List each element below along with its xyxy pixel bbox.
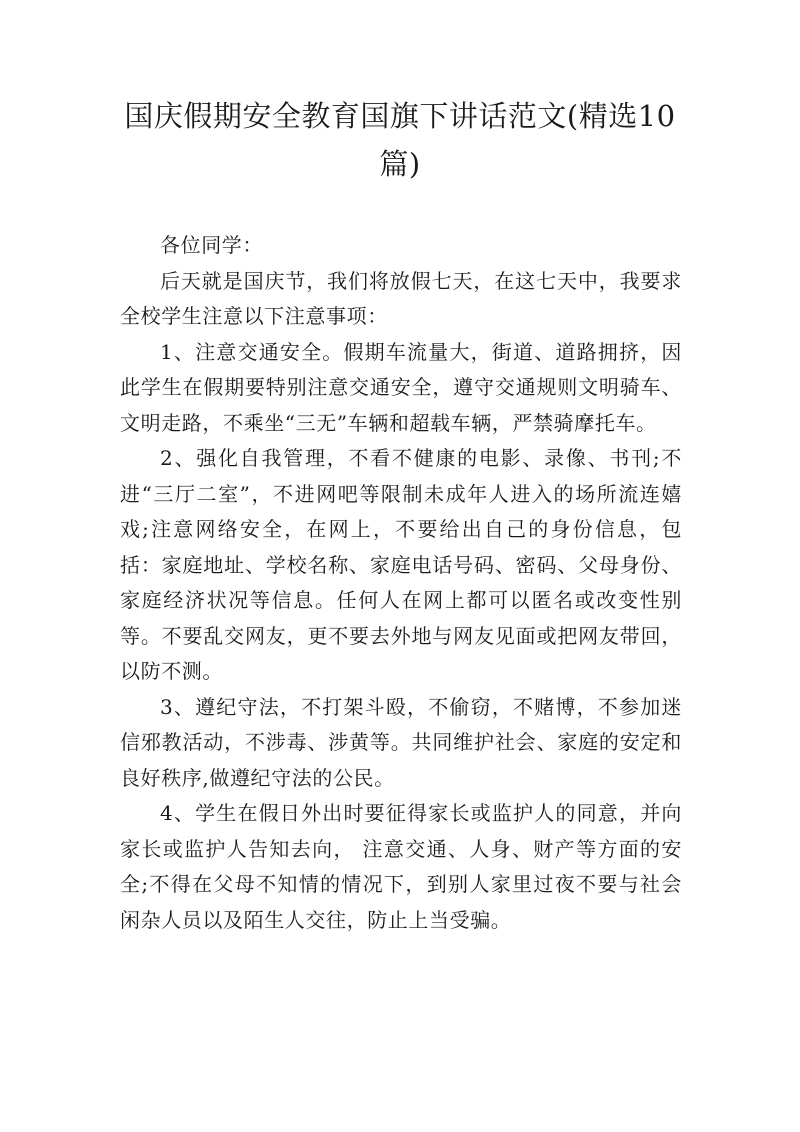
paragraph-law-abiding: 3、遵纪守法，不打架斗殴，不偷窃，不赌博，不参加迷信邪教活动，不涉毒、涉黄等。共同维护社会、家庭的安定和良好秩序,做遵纪守法的公民。 xyxy=(120,694,682,790)
paragraph-self-management: 2、强化自我管理，不看不健康的电影、录像、书刊;不进“三厅二室”，不进网吧等限制未成年人进入的场所流连嬉戏;注意网络安全，在网上，不要给出自己的身份信息，包括：家庭地址、学校名称、家庭电话号码、密码、父母身份、家庭经济状况等信息。任何人在网上都可以匿名或改变性别等。不要乱交网友，更不要去外地与网友见面或把网友带回，以防不测。 xyxy=(120,446,682,683)
paragraph-intro: 后天就是国庆节，我们将放假七天，在这七天中，我要求全校学生注意以下注意事项： xyxy=(120,268,682,328)
document-title: 国庆假期安全教育国旗下讲话范文(精选10篇) xyxy=(124,99,676,181)
document-body xyxy=(120,228,682,938)
greeting: 各位同学： xyxy=(160,233,263,257)
paragraph-outing-safety: 4、学生在假日外出时要征得家长或监护人的同意，并向家长或监护人告知去向， 注意交通、人身、财产等方面的安全;不得在父母不知情的情况下，到别人家里过夜不要与社会闲杂人员以及陌生人交往，防止上当受骗。 xyxy=(120,801,682,932)
paragraph-traffic-safety: 1、注意交通安全。假期车流量大，街道、道路拥挤，因此学生在假期要特别注意交通安全，遵守交通规则文明骑车、文明走路，不乘坐“三无”车辆和超载车辆，严禁骑摩托车。 xyxy=(120,339,682,435)
